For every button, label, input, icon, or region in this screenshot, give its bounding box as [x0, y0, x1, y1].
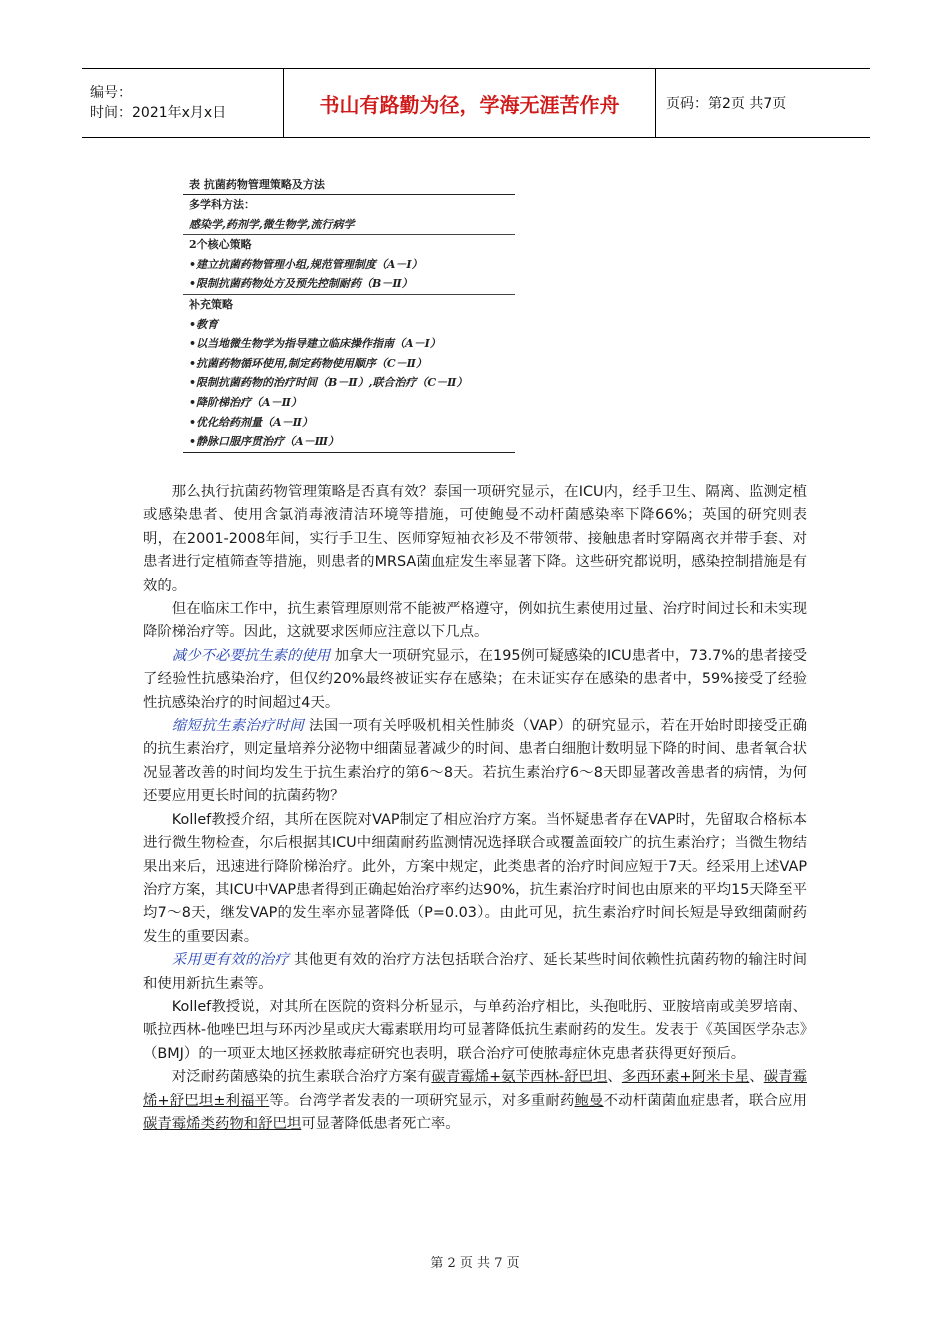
paragraph-text: 等。台湾学者发表的一项研究显示，对多重耐药 — [269, 1092, 575, 1109]
section-keyword: 减少不必要抗生素的使用 — [171, 647, 331, 664]
figure-row: 2个核心策略 — [183, 234, 515, 255]
paragraph: 但在临床工作中，抗生素管理原则常不能被严格遵守，例如抗生素使用过量、治疗时间过长和未实现降阶梯治疗等。因此，这就要求医师应注意以下几点。 — [143, 601, 807, 641]
header-left — [82, 69, 284, 137]
figure-row: •优化给药剂量（A－Ⅱ） — [189, 415, 313, 429]
page-footer: 第 2 页 共 7 页 — [430, 1256, 520, 1271]
figure-row: •抗菌药物循环使用,制定药物使用顺序（C－Ⅱ） — [189, 356, 427, 370]
paragraph-text: 法国一项有关呼吸机相关性肺炎（VAP）的研究显示，若在开始时即接受正确的抗生素治疗，则定量培养分泌物中细菌显著减少的时间、患者白细胞计数明显下降的时间、患者氧合状况显著改善的时间均发生于抗生素治疗的第6～8天。若抗生素治疗6～8天即显著改善患者的病情，为何还要应用更长时间的抗菌药物？ — [143, 718, 807, 805]
section-keyword: 缩短抗生素治疗时间 — [171, 718, 305, 735]
figure-title: 表 抗菌药物管理策略及方法 — [183, 176, 515, 195]
paragraph-text: 可显著降低患者死亡率。 — [301, 1115, 460, 1132]
underlined-regimen: 碳青霉烯+舒巴坦±利福平 — [143, 1069, 807, 1109]
header-page-info: 页码：第2页 共7页 — [666, 96, 787, 112]
figure-bottom-rule — [183, 452, 515, 453]
paragraph: 那么执行抗菌药物管理策略是否真有效？泰国一项研究显示，在ICU内，经手卫生、隔离、监测定植或感染患者、使用含氯消毒液清洁环境等措施，可使鲍曼不动杆菌感染率下降66%；英国的研究则表明，在2001-2008年间，实行手卫生、医师穿短袖衣衫及不带领带、接触患者时穿隔离衣并带手套、对患者进行定植筛查等措施，则患者的MRSA菌血症发生率显著下降。这些研究都说明，感染控制措施是有效的。 — [143, 484, 807, 594]
figure-row: •以当地微生物学为指导建立临床操作指南（A－Ⅰ） — [189, 337, 441, 351]
paragraph — [143, 645, 807, 715]
underlined-term: 鲍曼 — [574, 1092, 604, 1109]
paragraph-text: 其他更有效的治疗方法包括联合治疗、延长某些时间依赖性抗菌药物的输注时间和使用新抗生素等。 — [143, 952, 807, 992]
paragraph-text: 加拿大一项研究显示，在195例可疑感染的ICU患者中，73.7%的患者接受了经验性抗感染治疗，但仅约20%最终被证实存在感染；在未证实存在感染的患者中，59%接受了经验性抗感染治疗的时间超过4天。 — [143, 647, 807, 711]
underlined-regimen: 碳青霉烯类药物和舒巴坦 — [143, 1115, 302, 1132]
figure-row: •建立抗菌药物管理小组,规范管理制度（A－Ⅰ） — [189, 257, 423, 271]
figure-row: 多学科方法： — [189, 198, 255, 211]
paragraph — [143, 949, 807, 996]
section-keyword: 采用更有效的治疗 — [171, 952, 290, 969]
strategy-table-figure — [183, 176, 515, 448]
paragraph — [143, 715, 807, 809]
header-motto: 书山有路勤为径，学海无涯苦作舟 — [284, 69, 656, 137]
paragraph: Kollef教授介绍，其所在医院对VAP制定了相应治疗方案。当怀疑患者存在VAP时，先留取合格标本进行微生物检查，尔后根据其ICU中细菌耐药监测情况选择联合或覆盖面较广的抗生素治疗；当微生物结果出来后，迅速进行降阶梯治疗。此外，方案中规定，此类患者的治疗时间应短于7天。经采用上述VAP治疗方案，其ICU中VAP患者得到正确起始治疗率约达90%，抗生素治疗时间也由原来的平均15天降至平均7～8天，继发VAP的发生率亦显著降低（P=0.03）。由此可见，抗生素治疗时间长短是导致细菌耐药发生的重要因素。 — [143, 811, 807, 945]
body-text — [143, 481, 807, 1136]
paragraph: Kollef教授说，对其所在医院的资料分析显示，与单药治疗相比，头孢吡肟、亚胺培南或美罗培南、哌拉西林-他唑巴坦与环丙沙星或庆大霉素联用均可显著降低抗生素耐药的发生。发表于《英国医学杂志》（BMJ）的一项亚太地区拯救脓毒症研究也表明，联合治疗可使脓毒症休克患者获得更好预后。 — [143, 998, 807, 1062]
paragraph-text: 不动杆菌菌血症患者，联合应用 — [603, 1092, 807, 1109]
document-time-label: 时间：2021年x月x日 — [90, 105, 227, 121]
figure-row: 感染学,药剂学,微生物学,流行病学 — [189, 217, 355, 231]
paragraph-text: 、 — [607, 1069, 622, 1086]
figure-row: •教育 — [189, 317, 219, 331]
underlined-regimen: 碳青霉烯+氨苄西林-舒巴坦 — [431, 1069, 608, 1086]
underlined-regimen: 多西环素+阿米卡星 — [621, 1069, 750, 1086]
figure-row: •降阶梯治疗（A－Ⅱ） — [189, 395, 302, 409]
paragraph-text: 对泛耐药菌感染的抗生素联合治疗方案有 — [171, 1069, 432, 1086]
document-number-label: 编号： — [90, 85, 132, 101]
figure-row: •限制抗菌药物处方及预先控制耐药（B－Ⅱ） — [189, 277, 413, 291]
paragraph-text: 、 — [749, 1069, 764, 1086]
figure-row: •限制抗菌药物的治疗时间（B－Ⅱ）,联合治疗（C－Ⅱ） — [189, 376, 468, 390]
figure-row: 补充策略 — [183, 294, 515, 315]
figure-row: •静脉口服序贯治疗（A－Ⅲ） — [189, 435, 339, 449]
page-header — [82, 68, 870, 138]
paragraph — [143, 1066, 807, 1136]
